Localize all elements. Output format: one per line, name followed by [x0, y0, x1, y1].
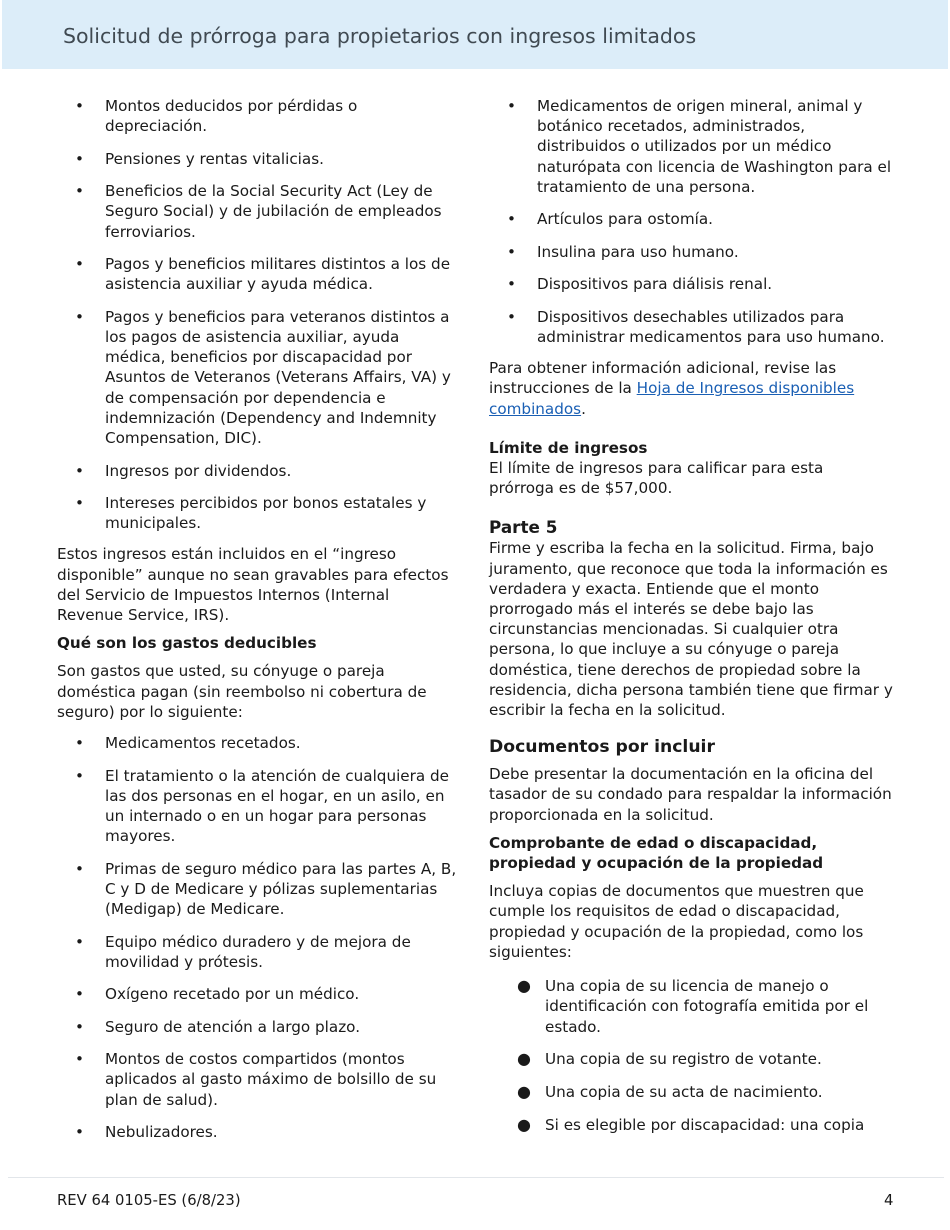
list-item: • Medicamentos de origen mineral, animal y botánico recetados, administrados, distribuidos o utilizados por un médico naturópata con licencia de Washington para el tratamiento de una persona.: [507, 97, 892, 196]
proof-heading: Comprobante de edad o discapacidad, propiedad y ocupación de la propiedad: [489, 833, 824, 873]
page-number: 4: [884, 1192, 894, 1209]
bullet-icon: •: [75, 1123, 84, 1142]
footer-divider: [8, 1177, 944, 1178]
bullet-icon: •: [75, 149, 84, 168]
income-list: [57, 96, 457, 533]
info-paragraph: Para obtener información adicional, revise las instrucciones de la Hoja de Ingresos disponibles combinados.: [489, 359, 855, 418]
documents-text: Debe presentar la documentación en la oficina del tasador de su condado para respaldar la información proporcionada en la solicitud.: [489, 765, 892, 824]
bullet-icon: ●: [517, 976, 531, 996]
income-limit-heading: Límite de ingresos: [489, 438, 648, 457]
list-item: • Medicamentos recetados.: [75, 734, 301, 753]
bullet-icon: •: [507, 275, 516, 294]
page-title: Solicitud de prórroga para propietarios con ingresos limitados: [63, 24, 697, 48]
bullet-icon: •: [507, 97, 516, 115]
deductible-expenses-intro: Son gastos que usted, su cónyuge o pareja doméstica pagan (sin reembolso ni cobertura de seguro) por lo siguiente:: [57, 662, 427, 721]
list-item: • Ingresos por dividendos.: [75, 461, 292, 480]
page-header-band: [2, 0, 948, 69]
left-column: [57, 96, 457, 1155]
documents-heading: Documentos por incluir: [489, 737, 715, 758]
bullet-icon: ●: [517, 1049, 531, 1069]
bullet-icon: •: [75, 859, 84, 878]
income-note: Estos ingresos están incluidos en el “ingreso disponible” aunque no sean gravables para efectos del Servicio de Impuestos Internos (Internal Revenue Service, IRS).: [57, 545, 449, 625]
list-item: • Pensiones y rentas vitalicias.: [75, 149, 324, 168]
list-item: • Montos de costos compartidos (montos aplicados al gasto máximo de bolsillo de su plan de salud).: [75, 1050, 437, 1109]
income-limit-text: El límite de ingresos para calificar para esta prórroga es de $57,000.: [489, 459, 824, 498]
bullet-icon: •: [507, 307, 516, 326]
list-item: • Insulina para uso humano.: [507, 242, 739, 261]
form-id: REV 64 0105-ES (6/8/23): [57, 1192, 241, 1209]
list-item: • Seguro de atención a largo plazo.: [75, 1017, 361, 1036]
proof-text: Incluya copias de documentos que muestren que cumple los requisitos de edad o discapacidad, propiedad y ocupación de la propiedad, como los siguientes:: [489, 882, 864, 961]
part-5-heading: Parte 5: [489, 517, 558, 538]
proof-documents-list: [489, 976, 893, 1135]
list-item: • Intereses percibidos por bonos estatales y municipales.: [75, 494, 427, 533]
expenses-list: [57, 733, 457, 1142]
list-item: • Primas de seguro médico para las partes A, B, C y D de Medicare y pólizas suplementarias (Medigap) de Medicare.: [75, 859, 457, 919]
bullet-icon: •: [75, 932, 84, 951]
bullet-icon: •: [75, 1050, 84, 1069]
bullet-icon: •: [75, 97, 84, 115]
list-item: • Pagos y beneficios militares distintos a los de asistencia auxiliar y ayuda médica.: [75, 255, 451, 294]
combined-income-worksheet-link[interactable]: Hoja de Ingresos disponibles combinados: [489, 379, 855, 418]
bullet-icon: ●: [517, 1115, 531, 1135]
bullet-icon: •: [75, 766, 84, 785]
list-item: • Pagos y beneficios para veteranos distintos a los pagos de asistencia auxiliar, ayuda médica, beneficios por discapacidad por Asuntos de Veteranos (Veterans Affairs, VA) y de compensación por dependencia e indemnización (Dependency and Indemnity Compensation, DIC).: [75, 307, 451, 448]
list-item: ● Si es elegible por discapacidad: una copia: [517, 1115, 865, 1135]
bullet-icon: •: [75, 734, 84, 753]
list-item: ● Una copia de su acta de nacimiento.: [517, 1082, 823, 1102]
bullet-icon: •: [75, 1017, 84, 1036]
list-item: • Dispositivos para diálisis renal.: [507, 275, 773, 294]
list-item: • Montos deducidos por pérdidas o depreciación.: [75, 97, 358, 136]
bullet-icon: •: [75, 985, 84, 1004]
right-column: [489, 96, 893, 1148]
bullet-icon: •: [75, 461, 84, 480]
bullet-icon: •: [507, 210, 516, 229]
bullet-icon: •: [75, 494, 84, 513]
list-item: • Oxígeno recetado por un médico.: [75, 985, 360, 1004]
list-item: • Artículos para ostomía.: [507, 210, 713, 229]
bullet-icon: •: [75, 307, 84, 326]
medical-items-list: [489, 96, 893, 347]
bullet-icon: ●: [517, 1082, 531, 1102]
list-item: • Beneficios de la Social Security Act (Ley de Seguro Social) y de jubilación de empleados ferroviarios.: [75, 182, 442, 241]
bullet-icon: •: [75, 255, 84, 274]
list-item: ● Una copia de su registro de votante.: [517, 1049, 822, 1069]
list-item: ● Una copia de su licencia de manejo o identificación con fotografía emitida por el estado.: [517, 976, 869, 1036]
list-item: • Dispositivos desechables utilizados para administrar medicamentos para uso humano.: [507, 307, 885, 347]
list-item: • Nebulizadores.: [75, 1123, 218, 1142]
deductible-expenses-heading: Qué son los gastos deducibles: [57, 634, 317, 653]
bullet-icon: •: [75, 182, 84, 201]
list-item: • Equipo médico duradero y de mejora de movilidad y prótesis.: [75, 932, 411, 971]
list-item: • El tratamiento o la atención de cualquiera de las dos personas en el hogar, en un asilo, en un internado o en un hogar para personas mayores.: [75, 766, 449, 846]
bullet-icon: •: [507, 242, 516, 261]
part-5-text: Firme y escriba la fecha en la solicitud. Firma, bajo juramento, que reconoce que toda la información es verdadera y exacta. Entiende que el monto prorrogado más el interés se debe bajo las circunstancias mencionadas. Si cualquier otra persona, lo que incluye a su cónyuge o pareja doméstica, tiene derechos de propiedad sobre la residencia, dicha persona también tiene que firmar y escribir la fecha en la solicitud.: [489, 539, 893, 720]
